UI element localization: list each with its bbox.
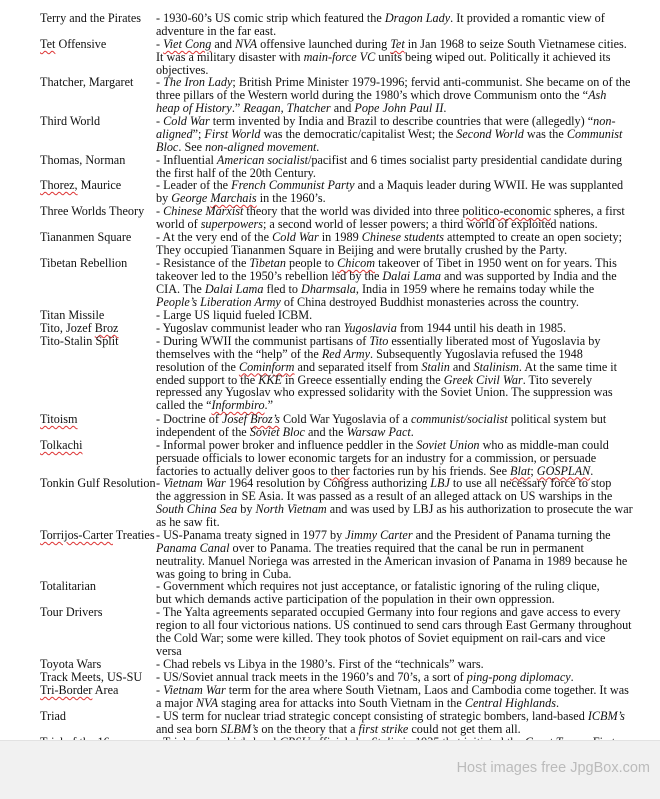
entry-definition	[156, 413, 652, 439]
entry-term	[40, 231, 158, 244]
text-run: by	[156, 190, 172, 205]
text-run: who as middle-man could	[479, 438, 609, 452]
text-run: superpowers	[200, 216, 263, 231]
text-run: . It provided a romantic view of	[450, 11, 605, 25]
text-run: - US-Panama treaty signed in 1977 by	[156, 528, 346, 542]
text-run: communist/socialist	[410, 412, 508, 426]
text-run: fled to	[263, 281, 302, 296]
entry-definition	[156, 257, 652, 308]
text-run: . At the same time it	[518, 359, 618, 374]
definition-line	[156, 296, 652, 309]
text-run: to use all necessary force to stop	[449, 476, 612, 490]
definition-line	[156, 632, 652, 645]
entry-term	[40, 710, 158, 723]
text-run: spheres, a first	[551, 204, 625, 218]
text-run: a major	[156, 695, 196, 710]
flagged-word: Marchais	[210, 190, 257, 205]
text-run: the aggression in SE Asia. It was passed as a result of an alleged attack on US warships in the	[156, 488, 613, 503]
text-run: . Tito severely	[522, 372, 593, 387]
text-run: ; British Prime Minister 1979-1996; fervid anti-communist. She became on of the	[232, 75, 631, 89]
text-run: and was used by LBJ as his authorization to prosecute the war	[326, 501, 633, 516]
text-run: ended support to the	[156, 372, 259, 387]
term-word: Tet	[40, 37, 56, 51]
footer-bar	[0, 740, 660, 799]
flagged-word: Chicom	[337, 256, 376, 270]
term-word: Worlds	[71, 204, 107, 218]
definition-line	[156, 593, 652, 606]
text-run: aligned	[156, 126, 193, 141]
text-run: KKE	[258, 372, 282, 387]
entry-definition	[156, 309, 652, 322]
text-run: George	[171, 190, 211, 205]
definition-line	[156, 723, 652, 736]
text-run: Dharmsala	[301, 281, 356, 296]
text-run: the first half of the 20th Century.	[156, 165, 316, 180]
text-run: in 1989	[318, 230, 362, 244]
text-run: SLBM’s	[220, 721, 259, 736]
text-run: - At the very end of the	[156, 230, 273, 244]
term-word: Missile	[68, 308, 105, 322]
text-run: staging area for attacks into South Vietnam in the	[218, 695, 465, 710]
term-word: Treaties	[115, 528, 155, 542]
text-run: Cold War	[272, 230, 319, 244]
text-run: term invented by India and Brazil to describe countries that were (allegedly) “	[209, 114, 594, 128]
term-word: Theory	[108, 204, 145, 218]
entry-definition	[156, 322, 652, 335]
term-word: Meets,	[71, 670, 104, 684]
entry-term	[40, 684, 158, 697]
text-run: - Yugoslav communist leader who ran	[156, 321, 344, 335]
term-word: Pirates	[107, 11, 142, 25]
text-run: Josef	[222, 412, 251, 426]
definition-line	[156, 51, 652, 64]
text-run: units being wiped out. Politically it achieved its	[375, 49, 611, 64]
entry-term	[40, 439, 158, 452]
text-run: Tito	[369, 334, 389, 348]
text-run: was going to bring in Cuba.	[156, 566, 292, 581]
text-run: - The Yalta agreements separated occupied Germany into four regions and gave access to every	[156, 605, 621, 619]
entry-term	[40, 154, 158, 167]
term-word: Thatcher,	[40, 75, 86, 89]
text-run: - Informal power broker and influence peddler in the	[156, 438, 417, 452]
text-run: non-aligned movement.	[205, 139, 320, 154]
text-run: takeover of Tibet in 1950 went on for years. This	[375, 256, 617, 270]
text-run: called the “	[156, 398, 212, 413]
term-word: Margaret	[88, 75, 134, 89]
text-run: main-force VC	[303, 49, 376, 64]
text-run: - Large US liquid fueled ICBM.	[156, 308, 313, 322]
text-run: and	[330, 100, 355, 115]
entry-definition	[156, 671, 652, 684]
entry-term	[40, 309, 158, 322]
text-run: Greek Civil War	[443, 372, 523, 387]
text-run: Pope John Paul II	[354, 100, 444, 115]
text-run: 1964 resolution by Congress authorizing	[225, 476, 431, 490]
text-run: Warsaw Pact	[346, 424, 411, 439]
term-word: World	[69, 114, 101, 128]
entry-term	[40, 477, 158, 490]
text-run: could not get them all.	[408, 721, 521, 736]
text-run: of China destroyed Buddhist monasteries across the country.	[280, 294, 579, 309]
term-word: Titan	[40, 308, 66, 322]
entry-definition	[156, 606, 652, 657]
definition-line	[156, 503, 652, 516]
text-run: Cold War Yugoslavia of a	[279, 412, 411, 426]
term-word: Thorez,	[40, 178, 78, 192]
term-word: Three	[40, 204, 69, 218]
entry-definition	[156, 12, 652, 38]
text-run: CIA. The	[156, 281, 205, 296]
entry-definition	[156, 115, 652, 154]
text-run: Bloc	[156, 139, 179, 154]
text-run: North Vietnam	[255, 501, 327, 516]
text-run: -	[156, 75, 164, 89]
text-run: was the democratic/capitalist West; the	[260, 126, 457, 141]
text-run: but which demands active participation of the population in their own oppression.	[156, 591, 555, 606]
text-run: - 1930-60’s US comic strip which featured the	[156, 11, 385, 25]
text-run: - Doctrine of	[156, 412, 222, 426]
text-run: .	[590, 463, 594, 478]
term-word: Gulf	[77, 476, 100, 490]
text-run: French Communist Party	[231, 178, 355, 192]
definition-line	[156, 25, 652, 38]
text-run: themselves with the “help” of the	[156, 346, 322, 361]
entry-definition	[156, 439, 652, 478]
text-run: persuade officials to lower economic targets for an industry for a commission, or persuade	[156, 450, 597, 465]
text-run: versa	[156, 643, 182, 658]
text-run: South China Sea	[156, 501, 238, 516]
text-run: - During WWII the communist partisans of	[156, 334, 370, 348]
term-word: Thomas,	[40, 153, 83, 167]
text-run: over to Panama. The treaties required that the canal be run in permanent	[229, 540, 584, 555]
text-run: Yugoslavia	[343, 321, 397, 335]
text-run: Soviet Bloc	[249, 424, 305, 439]
text-run: Dalai Lama	[204, 281, 264, 296]
entry-term	[40, 12, 158, 25]
text-run: in Greece essentially ending the	[281, 372, 444, 387]
text-run: in Jan 1968 to seize South Vietnamese cities.	[404, 37, 627, 51]
term-word: Tiananmen	[40, 230, 95, 244]
text-run: ;	[530, 463, 537, 478]
text-run: .	[555, 695, 559, 710]
term-word: Titoism	[40, 412, 78, 426]
text-run: - Government which requires not just acceptance, or fatalistic ignoring of the ruling clique,	[156, 579, 600, 593]
term-word: Square	[97, 230, 132, 244]
term-word: Terry	[40, 11, 67, 25]
text-run: First World	[204, 126, 261, 141]
definition-line	[156, 697, 652, 710]
text-run: ; a second world of lesser powers; a third world of exploited nations.	[262, 216, 598, 231]
entry-term	[40, 322, 158, 335]
text-run: resolution of the	[156, 359, 239, 374]
text-run: and	[211, 37, 235, 51]
text-run: term for the area where South Vietnam, Laos and Cambodia come together. It was	[225, 683, 629, 697]
text-run: and the	[304, 424, 347, 439]
text-run: by	[237, 501, 256, 516]
definition-line	[156, 309, 652, 322]
entry-definition	[156, 154, 652, 180]
flagged-word: Viet Cong	[163, 37, 212, 51]
definition-line	[156, 102, 652, 115]
definition-line	[156, 322, 652, 335]
text-run: NVA	[235, 37, 258, 51]
definition-line	[156, 399, 652, 412]
term-word: Tibetan	[40, 256, 77, 270]
entry-term	[40, 413, 158, 426]
text-run: .”	[264, 398, 274, 413]
text-run: theory that the world was divided into three	[243, 204, 463, 218]
text-run: objectives.	[156, 62, 209, 77]
text-run: independent of the	[156, 424, 250, 439]
text-run: and	[449, 359, 474, 374]
entry-term	[40, 179, 158, 192]
term-word: Tri-Border	[40, 683, 93, 697]
entry-definition	[156, 580, 652, 606]
text-run: Ash	[588, 87, 607, 102]
definition-line	[156, 192, 652, 205]
term-word: Split	[95, 334, 119, 348]
text-run: Chinese Marxist	[163, 204, 244, 218]
text-run: attempted to create an open society;	[443, 230, 622, 244]
term-word: Norman	[85, 153, 126, 167]
term-word: Tonkin	[40, 476, 75, 490]
flagged-word: Informbiro	[211, 398, 265, 413]
text-run: and a Maquis leader during WWII. He was supplanted	[354, 178, 624, 192]
entry-definition	[156, 529, 652, 580]
text-run: Dragon Lady	[384, 11, 451, 25]
text-run: - Chad rebels vs Libya in the 1980’s. First of the “technicals” wars.	[156, 657, 484, 671]
text-run: factories to actually deliver goos to	[156, 463, 331, 478]
flagged-word: ther	[330, 463, 350, 478]
text-run: - US term for nuclear triad strategic concept consisting of strategic bombers, land-based	[156, 709, 588, 723]
term-word: Torrijos-Carter	[40, 528, 113, 542]
flagged-word: politico-economic	[462, 204, 551, 218]
text-run: three pillars of the Western world during the 1980’s which drove Communism onto the “	[156, 87, 589, 102]
text-run: Central Highlands	[464, 695, 556, 710]
text-run: .”	[231, 100, 244, 115]
entry-term	[40, 38, 158, 51]
term-word: Rebellion	[79, 256, 128, 270]
text-run: in the 1960’s.	[256, 190, 326, 205]
text-run: first strike	[358, 721, 409, 736]
text-run: as he saw fit.	[156, 514, 220, 529]
text-run: Chinese students	[361, 230, 444, 244]
entry-term	[40, 76, 158, 89]
entry-term	[40, 205, 158, 218]
text-run: and sea born	[156, 721, 221, 736]
definition-line	[156, 671, 652, 684]
text-run: and the President of Panama turning the	[412, 528, 611, 542]
text-run: world of	[156, 216, 201, 231]
text-run: . Subsequently Yugoslavia refused the 1948	[370, 346, 583, 361]
text-run: repressed any Yugoslav who expressed solidarity with the Soviet Union. The suppression was	[156, 385, 613, 400]
text-run: American socialist	[216, 153, 308, 167]
text-run: Stalinism	[473, 359, 519, 374]
text-run: Red Army	[321, 346, 371, 361]
text-run: political system but	[507, 412, 607, 426]
text-run: factories run by his friends. See	[349, 463, 511, 478]
text-run: ”;	[192, 126, 205, 141]
entry-definition	[156, 76, 652, 115]
entry-term	[40, 529, 158, 542]
flagged-word: Broz’s	[250, 412, 280, 426]
text-run: - US/Soviet annual track meets in the 1960’s and 70’s, a sort of	[156, 670, 467, 684]
term-word: Third	[40, 114, 68, 128]
text-run: . See	[178, 139, 206, 154]
term-word: Tolkachi	[40, 438, 83, 452]
definition-line	[156, 141, 652, 154]
term-word: Offensive	[58, 37, 107, 51]
term-word: Jozef	[65, 321, 92, 335]
text-run: -	[156, 37, 164, 51]
text-run: .	[410, 424, 414, 439]
definition-line	[156, 645, 652, 658]
text-run: , India in 1959 where he remains today while the	[355, 281, 595, 296]
term-word: Track	[40, 670, 68, 684]
text-run: -	[156, 476, 164, 490]
term-word: Tito,	[40, 321, 63, 335]
text-run: takeover led to the 1950’s rebellion led by the	[156, 268, 383, 283]
text-run: - Influential	[156, 153, 217, 167]
term-word: Resolution	[102, 476, 156, 490]
text-run: - Leader of the	[156, 178, 232, 192]
text-run: Communist	[566, 126, 623, 141]
text-run: The Iron Lady	[163, 75, 233, 89]
term-word: and	[69, 11, 87, 25]
entry-definition	[156, 710, 652, 736]
entry-term	[40, 580, 158, 593]
term-word: Toyota	[40, 657, 74, 671]
text-run: NVA	[195, 695, 219, 710]
flagged-word: GOSPLAN	[536, 463, 591, 478]
text-run: ping-pong diplomacy	[466, 670, 571, 684]
term-word: Triad	[40, 709, 66, 723]
entry-definition	[156, 38, 652, 77]
term-word: Drivers	[65, 605, 103, 619]
text-run: Panama Canal	[156, 540, 230, 555]
flagged-word: Blat	[510, 463, 531, 478]
term-word: the	[89, 11, 105, 25]
text-run: and separated itself from	[294, 359, 422, 374]
text-run: Soviet Union	[416, 438, 480, 452]
text-run: It was a military disaster with	[156, 49, 304, 64]
entry-term	[40, 671, 158, 684]
text-run: non-	[593, 114, 616, 128]
entry-term	[40, 658, 158, 671]
entry-term	[40, 606, 158, 619]
text-run: Dalai Lama	[382, 268, 441, 283]
text-run: Cold War	[163, 114, 210, 128]
text-run: neutrality. Manuel Noriega was arrested in the American invasion of Panama in 1989 because he	[156, 553, 628, 568]
entry-definition	[156, 477, 652, 528]
text-run: Jimmy Carter	[345, 528, 413, 542]
flagged-word: Tet	[390, 37, 405, 51]
entry-definition	[156, 205, 652, 231]
text-run: Vietnam War	[163, 683, 226, 697]
entry-definition	[156, 335, 652, 412]
term-word: Maurice	[80, 178, 122, 192]
text-run: people to	[285, 256, 338, 270]
text-run: ICBM’s	[587, 709, 625, 723]
term-word: Wars	[76, 657, 102, 671]
text-run: - Resistance of the	[156, 256, 250, 270]
term-word: Broz	[94, 321, 119, 335]
text-run: region to all four victorious nations. US continued to send cars through East Germany throughout	[156, 617, 632, 632]
text-run: People’s Liberation Army	[156, 294, 281, 309]
text-run: the Cold War; some were killed. They took photos of Soviet equipment on rail-cars and vice	[156, 630, 606, 645]
text-run: Tibetan	[249, 256, 286, 270]
text-run: essentially liberated most of Yugoslavia by	[388, 334, 601, 348]
entry-term	[40, 115, 158, 128]
text-run: Stalin	[421, 359, 450, 374]
term-word: Area	[94, 683, 119, 697]
text-run: /pacifist and 6 times socialist party presidential candidate during	[307, 153, 623, 167]
term-word: Tito-Stalin	[40, 334, 93, 348]
entry-definition	[156, 684, 652, 710]
definition-line	[156, 658, 652, 671]
entry-definition	[156, 179, 652, 205]
text-run: They occupied Tiananmen Square in Beijing and were brutally crushed by the Party.	[156, 242, 568, 257]
text-run: -	[156, 683, 164, 697]
term-word: Totalitarian	[40, 579, 96, 593]
flagged-word: Cominform	[238, 359, 295, 374]
text-run: -	[156, 204, 164, 218]
definition-line	[156, 244, 652, 257]
term-word: Tour	[40, 605, 63, 619]
definition-line	[156, 516, 652, 529]
text-run: LBJ	[430, 476, 450, 490]
entry-definition	[156, 231, 652, 257]
text-run: Second World	[456, 126, 524, 141]
text-run: offensive launched during	[257, 37, 391, 51]
text-run: heap of History	[156, 100, 232, 115]
entry-definition	[156, 658, 652, 671]
term-word: US-SU	[106, 670, 143, 684]
text-run: was the	[523, 126, 567, 141]
text-run: Reagan, Thatcher	[243, 100, 331, 115]
watermark-text: Host images free JpgBox.com	[456, 760, 650, 776]
entry-term	[40, 335, 158, 348]
text-run: -	[156, 114, 164, 128]
text-run: on the theory that a	[258, 721, 359, 736]
text-run: Vietnam War	[163, 476, 226, 490]
text-run: from 1944 until his death in 1985.	[396, 321, 567, 335]
text-run: and was supported by India and the	[441, 268, 617, 283]
text-run: adventure in the far east.	[156, 23, 277, 38]
text-run: .	[570, 670, 574, 684]
definition-line	[156, 426, 652, 439]
definition-line	[156, 218, 652, 231]
text-run: .	[443, 100, 447, 115]
entry-term	[40, 257, 158, 270]
